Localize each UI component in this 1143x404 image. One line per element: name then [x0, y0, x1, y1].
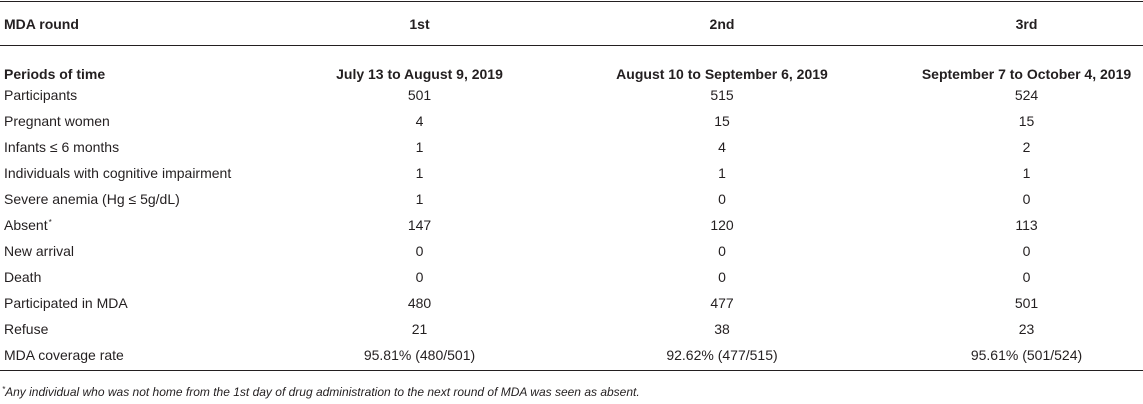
cell-3rd: 524 — [1014, 87, 1039, 103]
cell-1st: July 13 to August 9, 2019 — [336, 66, 503, 82]
cell-1st: 4 — [415, 113, 424, 129]
header-cell-1st: 1st — [409, 16, 430, 32]
cell-2nd: 15 — [714, 113, 730, 129]
table-row-death — [0, 264, 1143, 290]
table-row-absent — [0, 212, 1143, 238]
row-label: Participated in MDA — [4, 295, 128, 311]
cell-3rd: 113 — [1015, 217, 1038, 233]
table-row-participants — [0, 82, 1143, 108]
cell-2nd: 0 — [718, 243, 726, 259]
table-row-severe-anemia — [0, 186, 1143, 212]
row-label: New arrival — [4, 243, 75, 259]
cell-2nd: 4 — [718, 139, 726, 155]
header-row — [0, 0, 1143, 46]
footnote-marker: * — [2, 385, 6, 394]
header-cell-3rd: 3rd — [1015, 16, 1038, 32]
table-row-new-arrival — [0, 238, 1143, 264]
row-label: Refuse — [4, 321, 49, 337]
table-bottom-rule — [0, 370, 1143, 371]
table-footnote — [2, 385, 640, 399]
cell-3rd: 95.61% (501/524) — [970, 347, 1083, 363]
cell-1st: 1 — [415, 191, 424, 207]
row-label: MDA coverage rate — [4, 347, 124, 363]
table-row-infants — [0, 134, 1143, 160]
row-label-cell — [0, 212, 305, 238]
table-row-refuse — [0, 316, 1143, 342]
cell-1st: 1 — [415, 165, 424, 181]
cell-3rd: 15 — [1018, 113, 1035, 129]
cell-3rd: 2 — [1022, 139, 1031, 155]
cell-1st: 1 — [415, 139, 424, 155]
cell-2nd: 0 — [718, 191, 726, 207]
cell-3rd: September 7 to October 4, 2019 — [921, 66, 1132, 82]
table-row-cognitive-impairment — [0, 160, 1143, 186]
cell-1st: 0 — [415, 243, 424, 259]
cell-3rd: 0 — [1022, 191, 1031, 207]
cell-1st: 95.81% (480/501) — [363, 347, 476, 363]
cell-2nd: 0 — [718, 269, 726, 285]
row-label: Individuals with cognitive impairment — [4, 165, 232, 181]
cell-2nd: 515 — [710, 87, 734, 103]
cell-1st: 0 — [415, 269, 424, 285]
row-label: Absent — [4, 217, 48, 233]
row-label: Infants ≤ 6 months — [4, 139, 120, 155]
cell-2nd: August 10 to September 6, 2019 — [616, 66, 828, 82]
row-label: Participants — [4, 87, 78, 103]
table-row-periods — [0, 46, 1143, 82]
cell-3rd: 501 — [1014, 295, 1039, 311]
row-label: Pregnant women — [4, 113, 110, 129]
table-row-pregnant-women — [0, 108, 1143, 134]
cell-2nd: 38 — [714, 321, 730, 337]
cell-3rd: 1 — [1022, 165, 1031, 181]
header-cell-mda-round: MDA round — [4, 16, 79, 32]
row-label: Severe anemia (Hg ≤ 5g/dL) — [4, 191, 180, 207]
cell-3rd: 23 — [1018, 321, 1035, 337]
cell-2nd: 120 — [710, 217, 734, 233]
cell-1st: 147 — [407, 217, 432, 233]
cell-3rd: 0 — [1022, 269, 1031, 285]
cell-1st: 21 — [411, 321, 428, 337]
header-cell-2nd: 2nd — [709, 16, 735, 32]
row-label: Death — [4, 269, 42, 285]
footnote-text: Any individual who was not home from the 1st day of drug administration to the next round of MDA was seen as absent. — [5, 385, 640, 399]
cell-1st: 501 — [407, 87, 432, 103]
cell-2nd: 477 — [710, 295, 734, 311]
table-row-participated — [0, 290, 1143, 316]
cell-2nd: 1 — [718, 165, 726, 181]
cell-3rd: 0 — [1022, 243, 1031, 259]
table-row-coverage-rate — [0, 342, 1143, 368]
row-label: Periods of time — [4, 66, 106, 82]
footnote-marker: * — [48, 218, 52, 227]
cell-1st: 480 — [407, 295, 432, 311]
cell-2nd: 92.62% (477/515) — [666, 347, 778, 363]
